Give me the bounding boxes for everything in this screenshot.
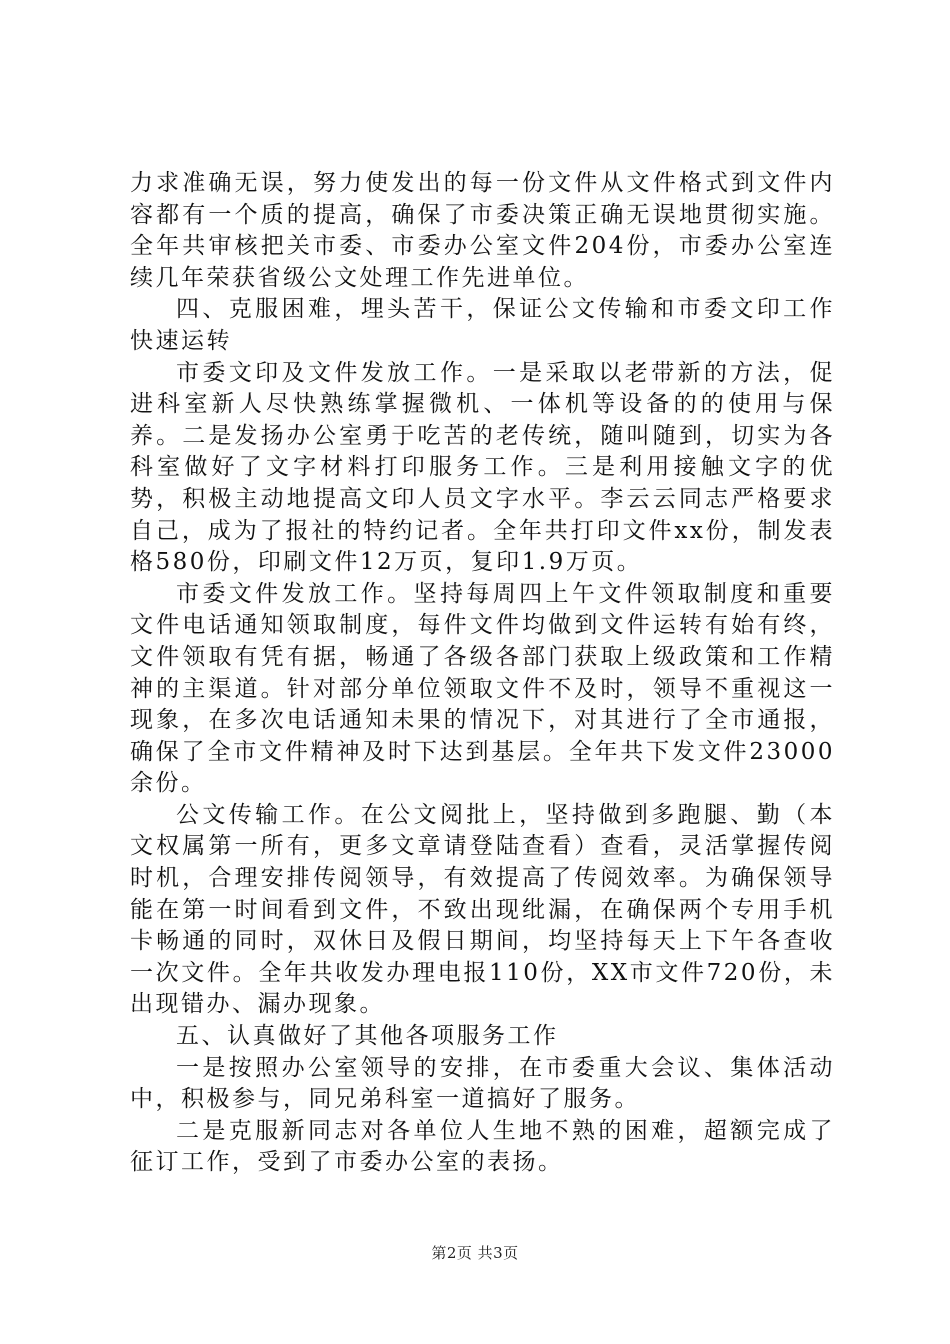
section-heading-five: 五、认真做好了其他各项服务工作 <box>176 1023 559 1050</box>
paragraph-continued: 力求准确无误，努力使发出的每一份文件从文件格式到文件内容都有一个质的提高，确保了市委决策正确无误地贯彻实施。全年共审核把关市委、市委办公室文件204份，市委办公室连续几年荣获省级公文处理工作先进单位。 <box>130 170 835 291</box>
paragraph-printing-work: 市委文印及文件发放工作。一是采取以老带新的方法，促进科室新人尽快熟练掌握微机、一体机等设备的的使用与保养。二是发扬办公室勇于吃苦的老传统，随叫随到，切实为各科室做好了文字材料打印服务工作。三是利用接触文字的优势，积极主动地提高文印人员文字水平。李云云同志严格要求自己，成为了报社的特约记者。全年共打印文件xx份，制发表格580份，印刷文件12万页，复印1.9万页。 <box>130 359 835 576</box>
paragraph-document-distribution: 市委文件发放工作。坚持每周四上午文件领取制度和重要文件电话通知领取制度，每件文件均做到文件运转有始有终，文件领取有凭有据，畅通了各级各部门获取上级政策和工作精神的主渠道。针对部分单位领取文件不及时，领导不重视这一现象，在多次电话通知未果的情况下，对其进行了全市通报，确保了全市文件精神及时下达到基层。全年共下发文件23000余份。 <box>130 580 835 797</box>
paragraph-service-two: 二是克服新同志对各单位人生地不熟的困难，超额完成了征订工作，受到了市委办公室的表扬。 <box>130 1117 835 1176</box>
paragraph-service-one: 一是按照办公室领导的安排，在市委重大会议、集体活动中，积极参与，同兄弟科室一道搞好了服务。 <box>130 1054 835 1113</box>
paragraph-document-transmission: 公文传输工作。在公文阅批上，坚持做到多跑腿、勤（本文权属第一所有，更多文章请登陆查看）查看，灵活掌握传阅时机，合理安排传阅领导，有效提高了传阅效率。为确保领导能在第一时间看到文件，不致出现纰漏，在确保两个专用手机卡畅通的同时，双休日及假日期间，均坚持每天上下午各查收一次文件。全年共收发办理电报110份，XX市文件720份，未出现错办、漏办现象。 <box>130 801 835 1018</box>
document-body <box>130 168 835 1179</box>
section-heading-four: 四、克服困难，埋头苦干，保证公文传输和市委文印工作快速运转 <box>130 296 835 354</box>
page-footer <box>0 1242 950 1263</box>
page-indicator: 第2页 共3页 <box>431 1244 519 1262</box>
